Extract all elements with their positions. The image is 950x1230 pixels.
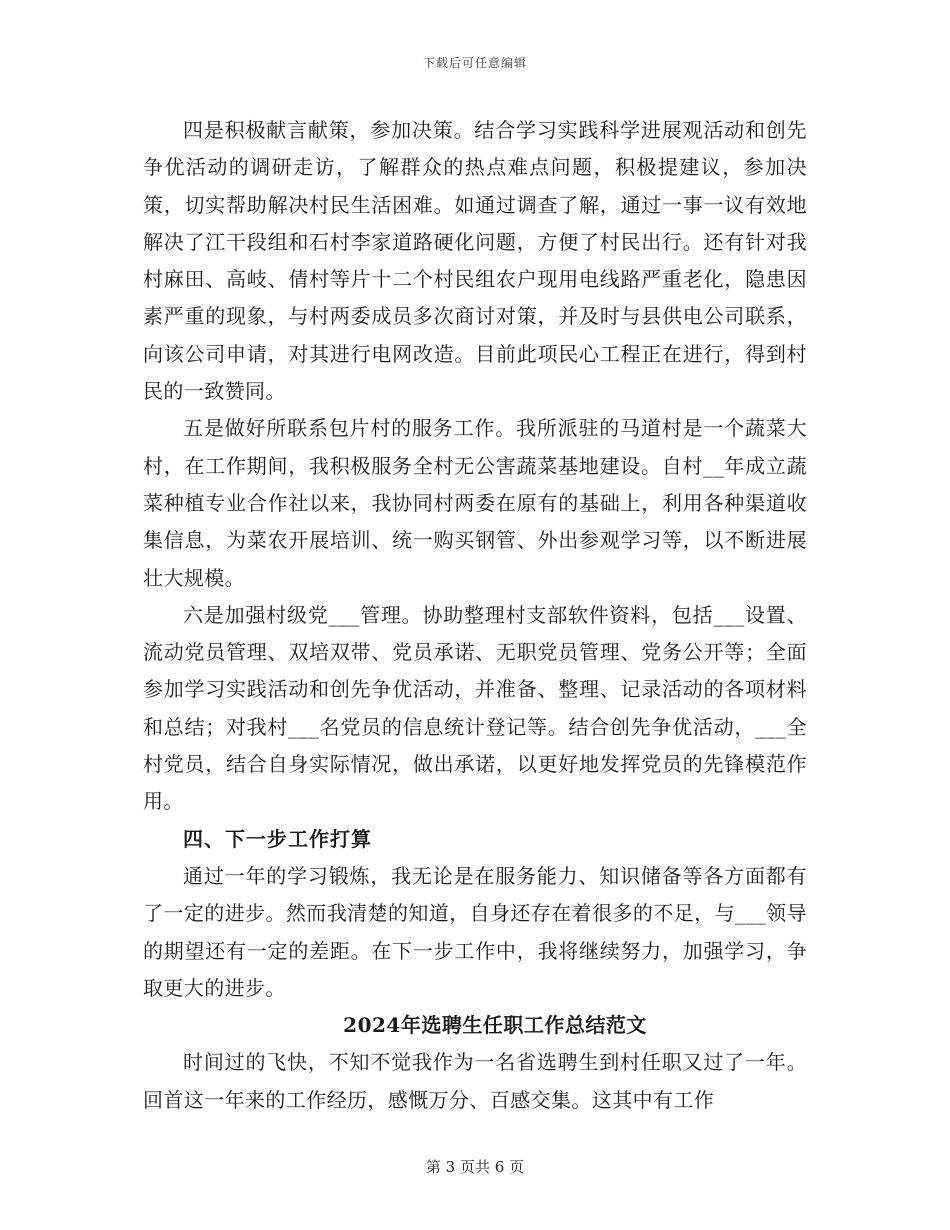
- paragraph-intro: 时间过的飞快，不知不觉我作为一名省选聘生到村任职又过了一年。回首这一年来的工作经历，感慨万分、百感交集。这其中有工作: [143, 1050, 807, 1112]
- section-heading-next-steps: 四、下一步工作打算: [183, 826, 372, 851]
- page-header: 下载后可任意编辑: [422, 56, 527, 70]
- paragraph-next-steps: 通过一年的学习锻炼，我无论是在服务能力、知识储备等各方面都有了一定的进步。然而我清楚的知道，自身还存在着很多的不足，与___领导的期望还有一定的差距。在下一步工作中，我将继续努力，加强学习，争取更大的进步。: [143, 863, 807, 1000]
- paragraph-village-service: 五是做好所联系包片村的服务工作。我所派驻的马道村是一个蔬菜大村，在工作期间，我积极服务全村无公害蔬菜基地建设。自村__年成立蔬菜种植专业合作社以来，我协同村两委在原有的基础上，利用各种渠道收集信息，为菜农开展培训、统一购买钢管、外出参观学习等，以不断进展壮大规模。: [143, 416, 807, 590]
- paragraph-advice-decision: 四是积极献言献策，参加决策。结合学习实践科学进展观活动和创先争优活动的调研走访，了解群众的热点难点问题，积极提建议，参加决策，切实帮助解决村民生活困难。如通过调查了解，通过一事一议有效地解决了江干段组和石村李家道路硬化问题，方便了村民出行。还有针对我村麻田、高岐、倩村等片十二个村民组农户现用电线路严重老化，隐患因素严重的现象，与村两委成员多次商讨对策，并及时与县供电公司联系，向该公司申请，对其进行电网改造。目前此项民心工程正在进行，得到村民的一致赞同。: [143, 118, 807, 404]
- paragraph-party-management: 六是加强村级党___管理。协助整理村支部软件资料，包括___设置、流动党员管理、双培双带、党员承诺、无职党员管理、党务公开等；全面参加学习实践活动和创先争优活动，并准备、整理、记录活动的各项材料和总结；对我村___名党员的信息统计登记等。结合创先争优活动，___全村党员，结合自身实际情况，做出承诺，以更好地发挥党员的先锋模范作用。: [143, 602, 807, 814]
- page-number: 第 3 页共 6 页: [425, 1158, 525, 1176]
- document-title: 2024年选聘生任职工作总结范文: [343, 1013, 647, 1038]
- document-body: [143, 112, 807, 1119]
